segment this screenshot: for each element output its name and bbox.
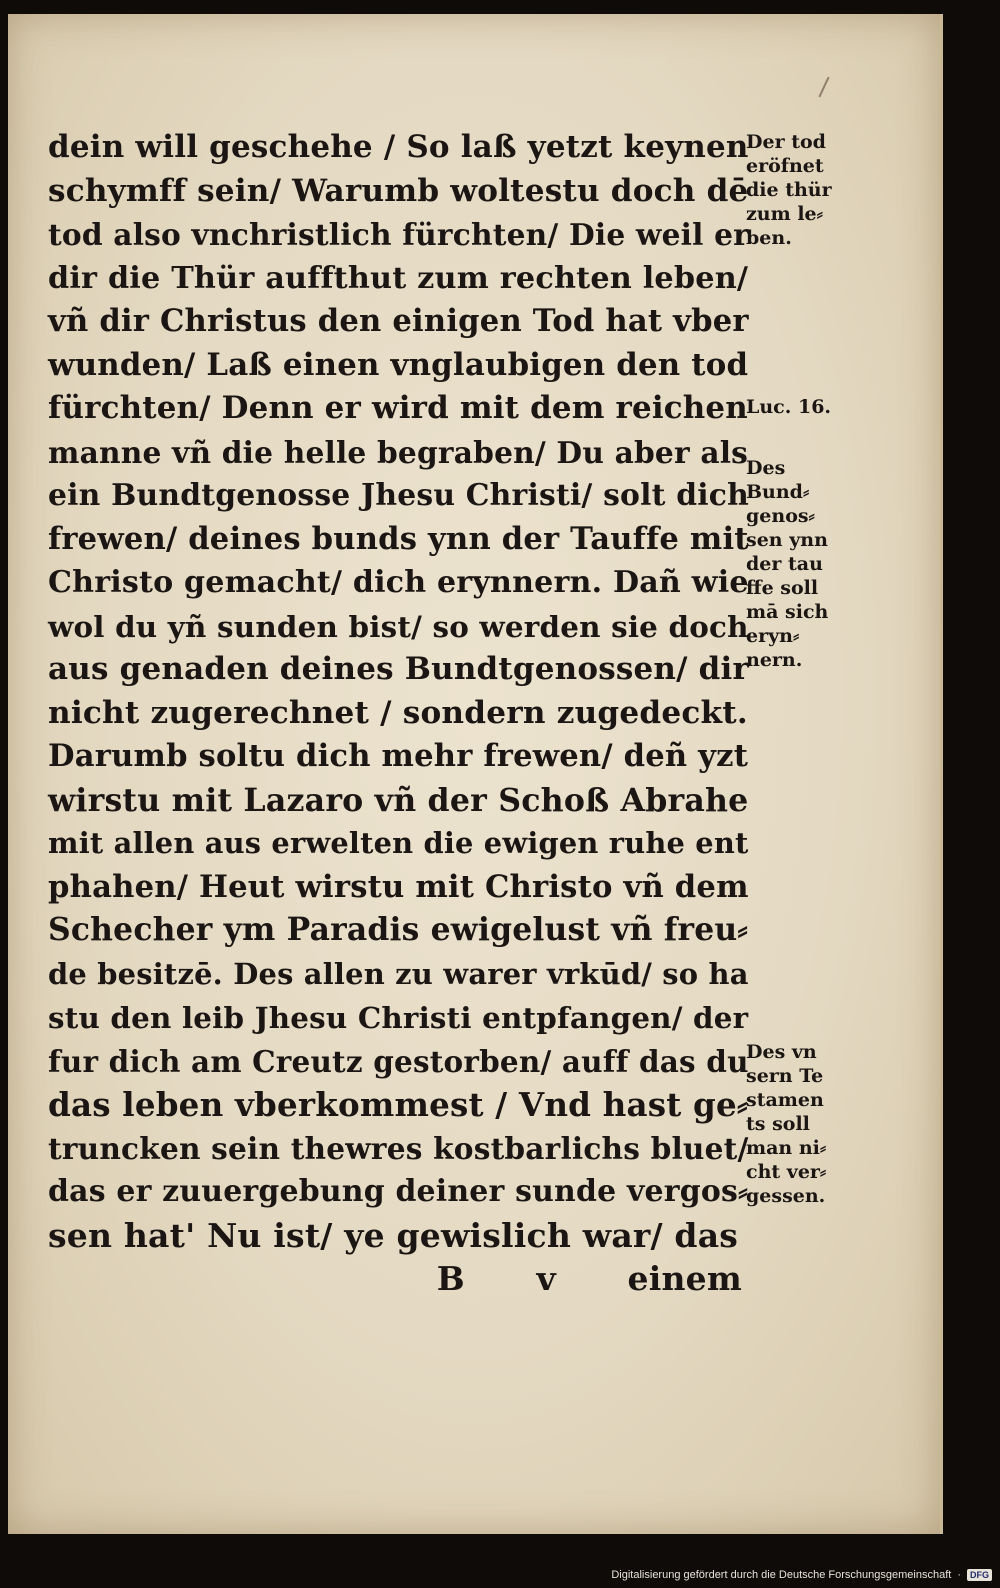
margin-note-line: gessen. [746,1185,826,1207]
margin-note-line: eröfnet [746,155,824,177]
margin-note-line: Der tod [746,131,826,153]
text-line-15: Darumb soltu dich mehr frewen/ deñ yzt [48,738,749,774]
margin-note-line: zum le⸗ [746,203,823,225]
margin-note-line: stamen [746,1089,824,1111]
text-line-23: das leben vberkommest / Vnd hast ge⸗ [48,1085,748,1124]
text-line-20: de besitzē. Des allen zu warer vrkūd/ so ha [48,956,749,991]
margin-note-line: ben. [746,227,792,249]
credit-text: Digitalisierung gefördert durch die Deutsche Forschungsgemeinschaft [611,1569,952,1581]
margin-note-line: genos⸗ [746,505,815,527]
margin-note-line: Des [746,457,786,479]
text-line-4: dir die Thür auffthut zum rechten leben/ [48,260,749,296]
dfg-logo: DFG [967,1569,992,1581]
text-line-24: truncken sein thewres kostbarlichs bluet/ [48,1130,749,1166]
text-line-9: ein Bundtgenosse Jhesu Christi/ solt dich [48,478,749,513]
text-line-13: aus genaden deines Bundtgenossen/ dir [48,651,749,687]
margin-note-2 [746,395,856,419]
margin-note-1 [746,130,856,250]
margin-note-4 [746,1040,856,1208]
margin-note-3 [746,456,856,672]
margin-mark [818,77,829,98]
text-line-22: fur dich am Creutz gestorben/ auff das du [48,1043,749,1079]
margin-note-line: Bund⸗ [746,481,810,503]
text-line-25: das er zuuergebung deiner sunde vergos⸗ [48,1174,749,1209]
margin-note-line: die thür [746,179,832,201]
text-line-18: phahen/ Heut wirstu mit Christo vñ dem [48,868,749,905]
digitization-credit: Digitalisierung gefördert durch die Deutsche Forschungsgemeinschaft · DFG [611,1566,992,1584]
margin-note-line: Luc. 16. [746,396,832,418]
text-line-2: schymff sein/ Warumb woltestu doch dē [48,172,749,209]
book-page [8,14,943,1534]
margin-note-line: ffe soll [746,577,819,599]
margin-note-line: Des vn [746,1041,817,1063]
text-line-12: wol du yñ sunden bist/ so werden sie doch [48,608,749,644]
margin-note-line: nern. [746,649,803,671]
text-line-26: sen hat' Nu ist/ ye gewislich war/ das [48,1215,739,1255]
text-line-19: Schecher ym Paradis ewigelust vñ freu⸗ [48,912,749,948]
text-line-16: wirstu mit Lazaro vñ der Schoß Abrahe [48,781,749,819]
text-line-14: nicht zugerechnet / sondern zugedeckt. [48,694,748,731]
margin-note-line: der tau [746,553,823,575]
margin-note-line: eryn⸗ [746,625,800,647]
catchword: B v einem [436,1259,742,1298]
text-line-3: tod also vnchristlich fürchten/ Die weil er [48,217,750,252]
margin-note-line: sern Te [746,1065,824,1087]
margin-note-line: man ni⸗ [746,1137,827,1159]
margin-note-line: cht ver⸗ [746,1161,827,1183]
text-line-1: dein will geschehe / So laß yetzt keynen [48,129,749,165]
margin-note-line: sen ynn [746,529,828,551]
text-line-17: mit allen aus erwelten die ewigen ruhe ent [48,826,749,860]
margin-note-line: mā sich [746,601,829,623]
text-line-21: stu den leib Jhesu Christi entpfangen/ der [48,1000,749,1035]
text-line-7: fürchten/ Denn er wird mit dem reichen [48,390,748,426]
text-line-6: wunden/ Laß einen vnglaubigen den tod [48,346,749,383]
text-line-11: Christo gemacht/ dich erynnern. Dañ wie [48,565,749,600]
text-line-10: frewen/ deines bunds ynn der Tauffe mit [48,520,749,557]
text-line-5: vñ dir Christus den einigen Tod hat vber [48,303,749,339]
main-text-block [48,126,748,1301]
margin-note-line: ts soll [746,1113,810,1135]
text-line-8: manne vñ die helle begraben/ Du aber als [48,434,749,470]
